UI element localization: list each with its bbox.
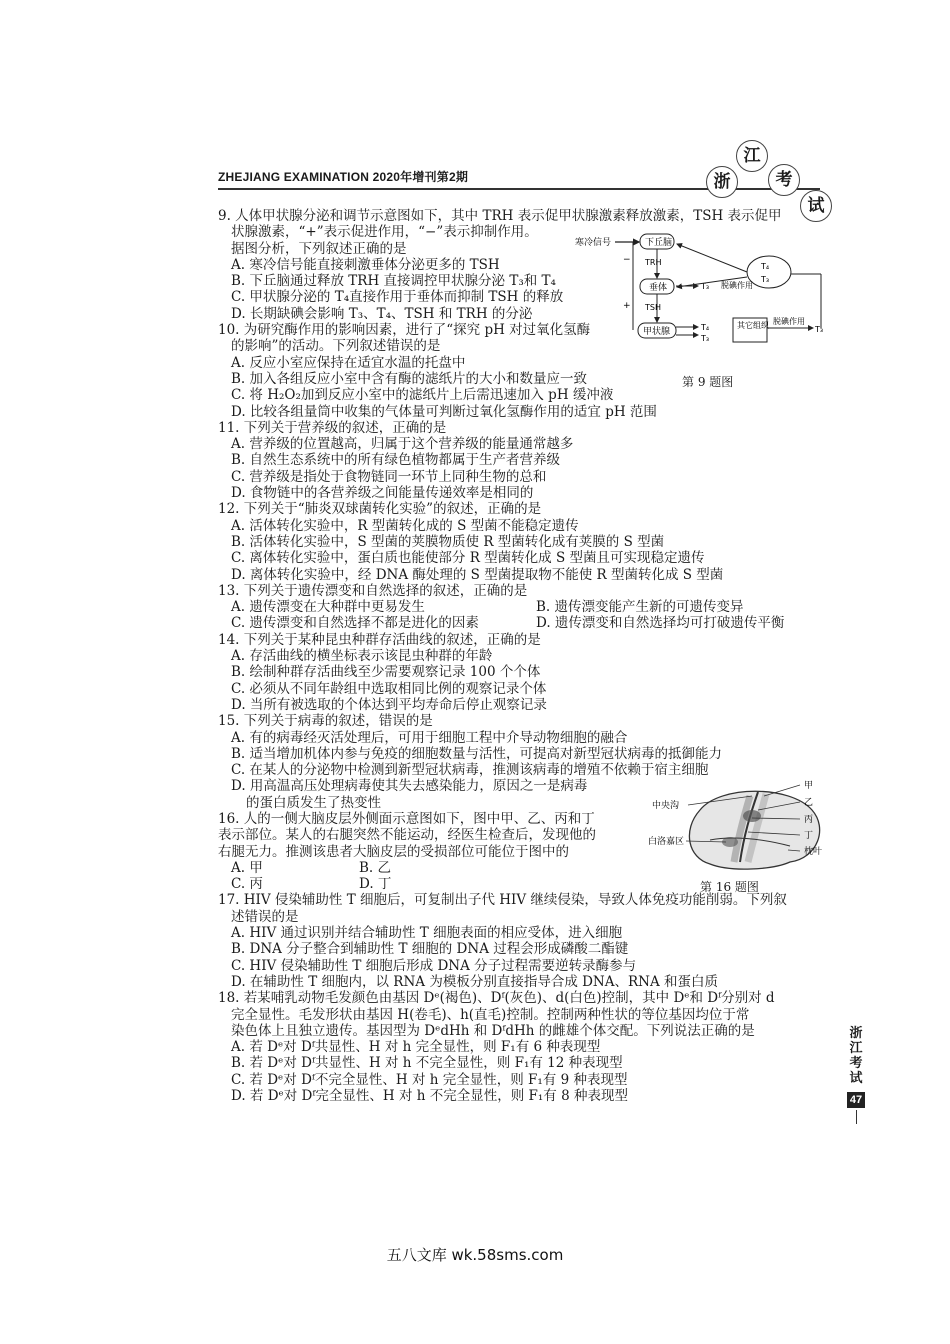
question-9 <box>218 208 828 322</box>
q13-option-c: C. 遗传漂变和自然选择不都是进化的因素 <box>231 615 479 632</box>
q12-option-d: D. 离体转化实验中，经 DNA 酶处理的 S 型菌提取物不能使 R 型菌转化成 S 型菌 <box>231 566 724 583</box>
q10-option-a: A. 反应小室应保持在适宜水温的托盘中 <box>231 354 466 371</box>
q9-figure-caption: 第 9 题图 <box>682 375 734 389</box>
seal-char-3: 考 <box>768 164 800 196</box>
q14-option-b: B. 绘制种群存活曲线至少需要观察记录 100 个个体 <box>231 664 541 681</box>
q13-stem: 13. 下列关于遗传漂变和自然选择的叙述，正确的是 <box>218 582 528 599</box>
question-13 <box>218 583 828 632</box>
q9-stem-1: 9. 人体甲状腺分泌和调节示意图如下，其中 TRH 表示促甲状腺激素释放激素，TSH 表示促甲 <box>218 208 782 224</box>
q10-option-c: C. 将 H₂O₂加到反应小室中的滤纸片上后需迅速加入 pH 缓冲液 <box>231 387 614 404</box>
q16-options-row-2 <box>218 876 828 892</box>
q9-option-a: A. 寒冷信号能直接刺激垂体分泌更多的 TSH <box>231 256 500 273</box>
q10-option-d: D. 比较各组量筒中收集的气体量可判断过氧化氢酶作用的适宜 pH 范围 <box>231 403 657 420</box>
seal-char-1: 浙 <box>706 166 738 198</box>
seal-char-4: 试 <box>800 190 832 222</box>
q17-option-c: C. HIV 侵染辅助性 T 细胞后形成 DNA 分子过程需要逆转录酶参与 <box>231 957 637 974</box>
question-10 <box>218 322 828 420</box>
q17-option-b: B. DNA 分子整合到辅助性 T 细胞的 DNA 过程会形成磷酸二酯键 <box>231 941 629 958</box>
q10-option-b: B. 加入各组反应小室中含有酶的滤纸片的大小和数量应一致 <box>231 370 588 387</box>
question-12 <box>218 501 828 582</box>
q16-option-b: B. 乙 <box>359 859 392 876</box>
q18-stem-3: 染色体上且独立遗传。基因型为 DᵉdHh 和 DᶠdHh 的雌雄个体交配。下列说法正确的是 <box>231 1022 755 1039</box>
fig9-trh: TRH <box>645 258 662 267</box>
q11-option-a: A. 营养级的位置越高，归属于这个营养级的能量通常越多 <box>231 436 574 453</box>
fig9-thyroid: 甲状腺 <box>643 327 671 337</box>
fig9-t3-c: T₃ <box>761 275 770 284</box>
q10-stem-2: 的影响”的活动。下列叙述错误的是 <box>231 338 441 355</box>
q15-stem: 15. 下列关于病毒的叙述，错误的是 <box>218 713 433 730</box>
q11-option-d: D. 食物链中的各营养级之间能量传递效率是相同的 <box>231 485 534 502</box>
q11-option-b: B. 自然生态系统中的所有绿色植物都属于生产者营养级 <box>231 452 561 469</box>
q14-stem: 14. 下列关于某种昆虫种群存活曲线的叙述，正确的是 <box>218 631 541 648</box>
q14-option-c: C. 必须从不同年龄组中选取相同比例的观察记录个体 <box>231 680 547 697</box>
fig9-other-tissue: 其它组织 <box>737 321 769 330</box>
fig9-tsh: TSH <box>645 303 661 312</box>
fig9-pituitary: 垂体 <box>649 283 668 293</box>
q13-option-b: B. 遗传漂变能产生新的可遗传变异 <box>536 599 744 616</box>
q16-option-c: C. 丙 <box>231 876 263 893</box>
q15-option-b: B. 适当增加机体内参与免疫的细胞数量与活性，可提高对新型冠状病毒的抵御能力 <box>231 745 723 762</box>
q12-option-b: B. 活体转化实验中，S 型菌的荚膜物质使 R 型菌转化成有荚膜的 S 型菌 <box>231 533 665 550</box>
fig9-t4-a: T₄ <box>701 323 710 332</box>
fig16-yi: 乙 <box>804 798 814 808</box>
fig9-deiodination-1: 脱碘作用 <box>721 281 753 290</box>
q9-stem-2: 状腺激素，“+”表示促进作用，“−”表示抑制作用。 <box>231 224 538 241</box>
q15-option-a: A. 有的病毒经灭活处理后，可用于细胞工程中介导动物细胞的融合 <box>231 729 628 746</box>
q18-option-d: D. 若 Dᵉ对 Dᶠ完全显性、H 对 h 不完全显性，则 F₁有 8 种表现型 <box>231 1088 628 1105</box>
seal-char-2: 江 <box>736 140 768 172</box>
fig9-hypothalamus: 下丘脑 <box>645 238 673 248</box>
fig16-ding: 丁 <box>804 831 814 841</box>
journal-header: ZHEJIANG EXAMINATION 2020年增刊第2期 <box>218 170 469 184</box>
question-11 <box>218 420 828 501</box>
q9-option-b: B. 下丘脑通过释放 TRH 直接调控甲状腺分泌 T₃和 T₄ <box>231 273 556 290</box>
q12-option-c: C. 离体转化实验中，蛋白质也能使部分 R 型菌转化成 S 型菌且可实现稳定遗传 <box>231 550 705 567</box>
q17-stem-2: 述错误的是 <box>231 908 299 925</box>
fig9-t4-b: T₄ <box>761 262 770 271</box>
q10-stem-1: 10. 为研究酶作用的影响因素，进行了“探究 pH 对过氧化氢酶 <box>218 322 591 339</box>
q14-option-d: D. 当所有被选取的个体达到平均寿命后停止观察记录 <box>231 696 547 713</box>
q18-option-a: A. 若 Dᵉ对 Dᶠ共显性、H 对 h 完全显性，则 F₁有 6 种表现型 <box>231 1039 601 1056</box>
fig16-occipital: 枕叶 <box>804 847 823 857</box>
fig9-t3-b: T₃ <box>701 334 710 343</box>
watermark-text: 五八文库 wk.58sms.com <box>386 1246 564 1264</box>
q13-options-row-1 <box>218 599 828 615</box>
q18-option-b: B. 若 Dᵉ对 Dᶠ共显性、H 对 h 不完全显性，则 F₁有 12 种表现型 <box>231 1055 623 1072</box>
q16-option-d: D. 丁 <box>359 876 392 893</box>
q16-option-a: A. 甲 <box>231 859 263 876</box>
q16-stem: 16. 人的一侧大脑皮层外侧面示意图如下，图中甲、乙、丙和丁表示部位。某人的右腿突然不能运动，经医生检查后，发现他的右腿无力。推测该患者大脑皮层的受损部位可能位于图中的 <box>218 810 596 860</box>
q9-stem-3: 据图分析，下列叙述正确的是 <box>231 240 407 257</box>
q17-option-d: D. 在辅助性 T 细胞内，以 RNA 为模板分别直接指导合成 DNA、RNA 和蛋白质 <box>231 973 719 990</box>
q17-option-a: A. HIV 通过识别并结合辅助性 T 细胞表面的相应受体，进入细胞 <box>231 925 623 942</box>
question-content <box>218 208 828 1104</box>
fig9-cold-label: 寒冷信号 <box>575 238 612 248</box>
q18-stem-1: 18. 若某哺乳动物毛发颜色由基因 Dᵉ(褐色)、Dᶠ(灰色)、d(白色)控制，其中 Dᵉ和 Dᶠ分别对 d <box>218 990 775 1007</box>
q15-option-d-line-1: D. 用高温高压处理病毒使其失去感染能力，原因之一是病毒 <box>231 778 588 795</box>
fig9-t3-d: T₃ <box>815 325 824 334</box>
question-15 <box>218 713 828 811</box>
q13-option-a: A. 遗传漂变在大种群中更易发生 <box>231 599 425 616</box>
question-14 <box>218 632 828 713</box>
question-16 <box>218 811 828 892</box>
q16-options-row-1 <box>218 860 828 876</box>
question-18 <box>218 990 828 1104</box>
q15-option-c: C. 在某人的分泌物中检测到新型冠状病毒，推测该病毒的增殖不依赖于宿主细胞 <box>231 762 709 779</box>
q16-figure-caption: 第 16 题图 <box>700 880 759 894</box>
q13-option-d: D. 遗传漂变和自然选择均可打破遗传平衡 <box>536 615 785 632</box>
q12-stem: 12. 下列关于“肺炎双球菌转化实验”的叙述，正确的是 <box>218 501 542 518</box>
svg-text:−: − <box>623 255 631 265</box>
fig9-deiodination-2: 脱碘作用 <box>773 317 805 326</box>
fig16-jia: 甲 <box>804 781 814 791</box>
q18-option-c: C. 若 Dᵉ对 Dᶠ不完全显性、H 对 h 完全显性，则 F₁有 9 种表现型 <box>231 1071 628 1088</box>
side-rule <box>856 1110 857 1124</box>
q15-option-d-line-2: 的蛋白质发生了热变性 <box>246 794 381 811</box>
q9-option-d: D. 长期缺碘会影响 T₃、T₄、TSH 和 TRH 的分泌 <box>231 305 533 322</box>
q18-stem-2: 完全显性。毛发形状由基因 H(卷毛)、h(直毛)控制。控制两种性状的等位基因均位于常 <box>231 1006 750 1023</box>
q9-option-c: C. 甲状腺分泌的 T₄直接作用于垂体而抑制 TSH 的释放 <box>231 289 564 306</box>
question-17 <box>218 892 828 990</box>
q13-options-row-2 <box>218 615 828 631</box>
q12-option-a: A. 活体转化实验中，R 型菌转化成的 S 型菌不能稳定遗传 <box>231 517 579 534</box>
fig16-central-sulcus: 中央沟 <box>652 801 680 811</box>
fig9-t3-a: T₃ <box>701 282 710 291</box>
q11-stem: 11. 下列关于营养级的叙述，正确的是 <box>218 419 447 436</box>
side-journal-tab: 浙江考试 <box>849 1026 863 1086</box>
page-number: 47 <box>847 1092 865 1108</box>
q17-stem-1: 17. HIV 侵染辅助性 T 细胞后，可复制出子代 HIV 继续侵染，导致人体免疫功能削弱。下列叙 <box>218 892 787 909</box>
q14-option-a: A. 存活曲线的横坐标表示该昆虫种群的年龄 <box>231 648 493 665</box>
fig16-wernicke: 白洛嘉区 <box>648 837 685 847</box>
svg-text:+: + <box>623 301 631 311</box>
q11-option-c: C. 营养级是指处于食物链同一环节上同种生物的总和 <box>231 468 547 485</box>
fig16-bing: 丙 <box>804 815 814 825</box>
